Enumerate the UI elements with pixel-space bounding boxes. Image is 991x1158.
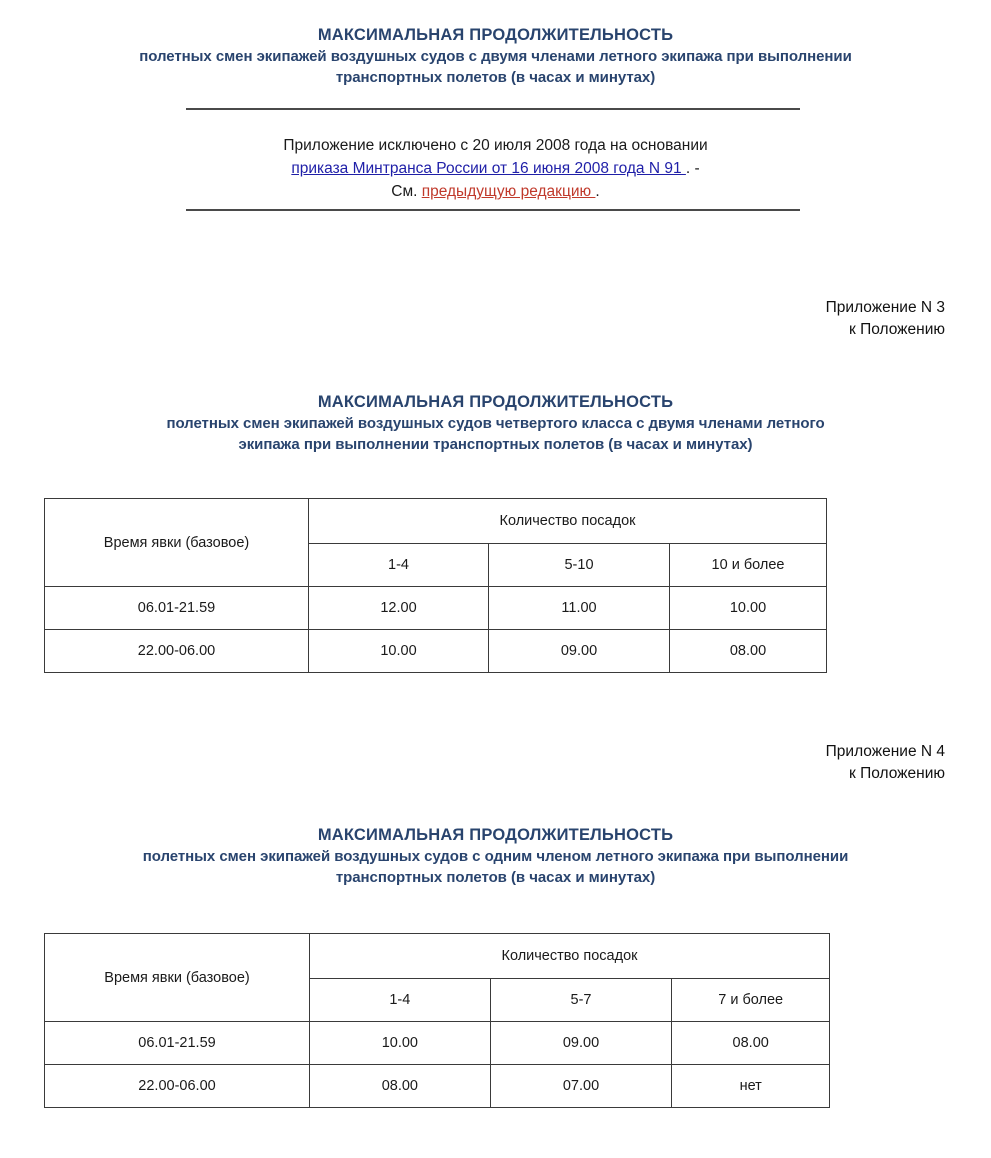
divider-bottom — [186, 209, 800, 211]
table-2-row-1-time: 22.00-06.00 — [45, 1065, 310, 1108]
table-1-row-1-value-1: 09.00 — [489, 630, 670, 673]
table-1-row-0-time: 06.01-21.59 — [45, 587, 309, 630]
heading-title-3: МАКСИМАЛЬНАЯ ПРОДОЛЖИТЕЛЬНОСТЬ — [317, 826, 674, 844]
table-2-subheader-1: 1-4 — [310, 979, 491, 1022]
table-2-subheader-2: 5-7 — [490, 979, 672, 1022]
table-1-row-0-value-0: 12.00 — [309, 587, 489, 630]
heading-subtitle-2-line-1: полетных смен экипажей воздушных судов четвертого класса с двумя членами летного — [166, 415, 825, 432]
appendix-reference-4-line-1: Приложение N 4 — [825, 743, 945, 760]
table-2-header-landings: Количество посадок — [310, 934, 830, 979]
link-previous-revision[interactable]: предыдущую редакцию — [421, 183, 596, 200]
exclusion-note-line-2 — [0, 157, 991, 180]
table-1-subheader-3: 10 и более — [670, 544, 827, 587]
divider-top — [186, 108, 800, 110]
heading-subtitle-1-line-2: транспортных полетов (в часах и минутах) — [335, 69, 656, 86]
exclusion-note-line-3-suffix: . — [595, 183, 600, 200]
heading-title-1: МАКСИМАЛЬНАЯ ПРОДОЛЖИТЕЛЬНОСТЬ — [317, 26, 674, 44]
appendix-reference-4 — [826, 741, 945, 785]
table-row-header-main — [45, 499, 827, 544]
see-prefix: См. — [391, 183, 422, 200]
table-2-subheader-3: 7 и более — [672, 979, 830, 1022]
table-2-header-time: Время явки (базовое) — [45, 934, 310, 1022]
exclusion-note-line-3 — [0, 180, 991, 203]
appendix-reference-4-line-2: к Положению — [848, 765, 945, 782]
heading-title-2: МАКСИМАЛЬНАЯ ПРОДОЛЖИТЕЛЬНОСТЬ — [317, 393, 674, 411]
table-1-header-landings: Количество посадок — [309, 499, 827, 544]
table-1-row-1-value-0: 10.00 — [309, 630, 489, 673]
table-row — [45, 1022, 830, 1065]
appendix-reference-3 — [826, 297, 945, 341]
table-appendix-3 — [44, 498, 827, 673]
table-row — [45, 1065, 830, 1108]
table-2-row-1-value-1: 07.00 — [490, 1065, 672, 1108]
table-1-row-1-time: 22.00-06.00 — [45, 630, 309, 673]
table-1-subheader-1: 1-4 — [309, 544, 489, 587]
table-2-row-1-value-0: 08.00 — [310, 1065, 491, 1108]
table-1-row-1-value-2: 08.00 — [670, 630, 827, 673]
heading-subtitle-2-line-2: экипажа при выполнении транспортных полетов (в часах и минутах) — [238, 436, 753, 453]
table-row — [45, 630, 827, 673]
table-1-row-0-value-1: 11.00 — [489, 587, 670, 630]
heading-subtitle-3-line-1: полетных смен экипажей воздушных судов с одним членом летного экипажа при выполнении — [142, 848, 849, 865]
heading-block-excluded-appendix — [0, 24, 991, 88]
exclusion-note-line-2-suffix: . - — [685, 160, 700, 177]
exclusion-note — [0, 134, 991, 203]
table-row — [45, 587, 827, 630]
heading-block-appendix-4 — [0, 824, 991, 888]
link-order-mintrans[interactable]: приказа Минтранса России от 16 июня 2008 года N 91 — [291, 160, 686, 177]
table-row-header-main — [45, 934, 830, 979]
heading-subtitle-3-line-2: транспортных полетов (в часах и минутах) — [335, 869, 656, 886]
table-appendix-4 — [44, 933, 830, 1108]
heading-subtitle-1-line-1: полетных смен экипажей воздушных судов с двумя членами летного экипажа при выполнении — [139, 48, 852, 65]
table-2-row-0-value-2: 08.00 — [672, 1022, 830, 1065]
table-2-row-0-value-0: 10.00 — [310, 1022, 491, 1065]
appendix-reference-3-line-2: к Положению — [848, 321, 945, 338]
table-1-row-0-value-2: 10.00 — [670, 587, 827, 630]
table-2-row-1-value-2: нет — [672, 1065, 830, 1108]
table-1-subheader-2: 5-10 — [489, 544, 670, 587]
heading-block-appendix-3 — [0, 391, 991, 455]
appendix-reference-3-line-1: Приложение N 3 — [825, 299, 945, 316]
table-2-row-0-time: 06.01-21.59 — [45, 1022, 310, 1065]
exclusion-note-line-1: Приложение исключено с 20 июля 2008 года на основании — [283, 137, 708, 154]
table-1-header-time: Время явки (базовое) — [45, 499, 309, 587]
table-2-row-0-value-1: 09.00 — [490, 1022, 672, 1065]
